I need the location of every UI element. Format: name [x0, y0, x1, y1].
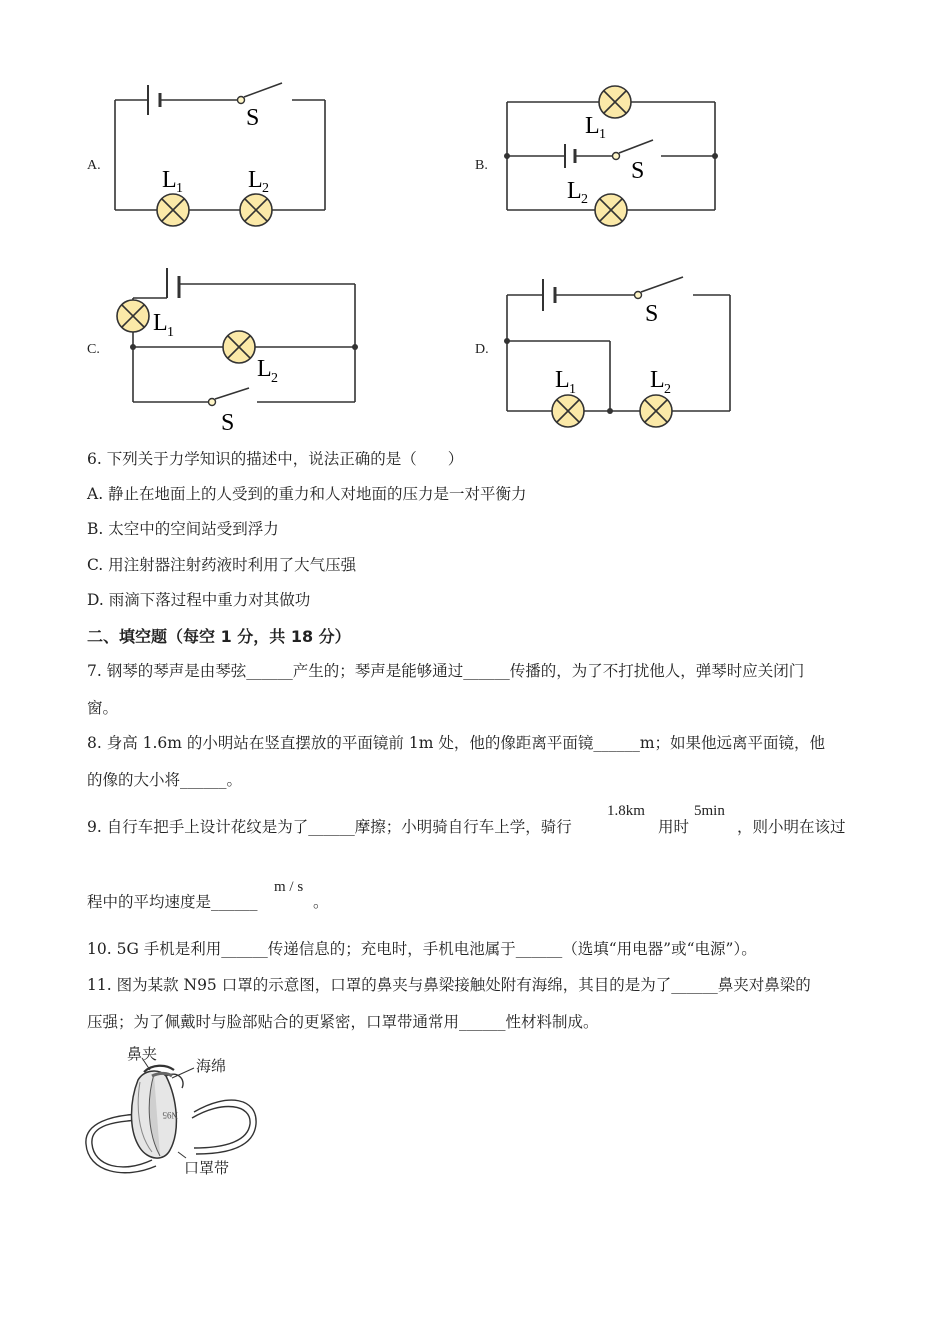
n95-mask-figure [82, 1040, 262, 1180]
question-8-line-2: 的像的大小将______。 [87, 771, 243, 789]
lamp-l2-label: L [650, 367, 665, 393]
lamp-l2-subscript: 2 [581, 192, 588, 207]
lamp-l2-subscript: 2 [664, 382, 671, 397]
lamp-l1-subscript: 1 [599, 127, 606, 142]
label-strap: 口罩带 [184, 1159, 230, 1177]
lamp-l2-subscript: 2 [262, 181, 269, 196]
lamp-l2-icon [595, 194, 627, 226]
lamp-l2-icon [640, 395, 672, 427]
circuit-diagram-c [105, 262, 370, 437]
lamp-l1-icon [599, 86, 631, 118]
question-7-line-2: 窗。 [87, 699, 119, 717]
switch-label: S [246, 105, 260, 131]
question-6-option-b: B. 太空中的空间站受到浮力 [87, 520, 279, 538]
switch-label: S [631, 158, 645, 184]
option-label-d: D. [475, 342, 489, 357]
section-heading: 二、填空题（每空 1 分，共 18 分） [87, 627, 351, 646]
lamp-l1-label: L [585, 113, 600, 139]
option-label-c: C. [87, 342, 100, 357]
question-9-end: 。 [313, 893, 329, 911]
question-11-line-2: 压强；为了佩戴时与脸部贴合的更紧密，口罩带通常用______性材料制成。 [87, 1013, 599, 1031]
question-6-option-a: A. 静止在地面上的人受到的重力和人对地面的压力是一对平衡力 [87, 485, 527, 503]
circuit-diagram-a [100, 75, 340, 235]
question-9-distance: 1.8km [607, 803, 645, 819]
lamp-l2-icon [223, 331, 255, 363]
lamp-l1-subscript: 1 [176, 181, 183, 196]
question-9-part-2: 用时 [658, 818, 690, 836]
lamp-l2-label: L [257, 356, 272, 382]
lamp-l1-icon [117, 300, 149, 332]
question-11-line-1: 11. 图为某款 N95 口罩的示意图，口罩的鼻夹与鼻梁接触处附有海绵，其目的是为了______鼻夹对鼻梁的 [87, 976, 811, 994]
question-9-unit: m / s [274, 879, 304, 895]
lamp-l1-label: L [153, 310, 168, 336]
lamp-l2-label: L [567, 178, 582, 204]
switch-label: S [645, 301, 659, 327]
lamp-l1-label: L [162, 167, 177, 193]
lamp-l1-subscript: 1 [167, 325, 174, 340]
lamp-l1-icon [552, 395, 584, 427]
option-label-b: B. [475, 158, 488, 173]
question-9-part-3: ，则小明在该过 [737, 818, 846, 836]
question-6-option-d: D. 雨滴下落过程中重力对其做功 [87, 591, 311, 609]
lamp-l2-icon [240, 194, 272, 226]
question-8-line-1: 8. 身高 1.6m 的小明站在竖直摆放的平面镜前 1m 处，他的像距离平面镜______m；如果他远离平面镜，他 [87, 734, 826, 752]
question-6-option-c: C. 用注射器注射药液时利用了大气压强 [87, 556, 357, 574]
question-9-part-1: 9. 自行车把手上设计花纹是为了______摩擦；小明骑自行车上学，骑行 [87, 818, 572, 836]
circuit-diagram-d [495, 265, 740, 435]
lamp-l2-label: L [248, 167, 263, 193]
lamp-l2-subscript: 2 [271, 371, 278, 386]
lamp-l1-label: L [555, 367, 570, 393]
circuit-diagram-b [495, 80, 725, 230]
question-6-stem: 6. 下列关于力学知识的描述中，说法正确的是（ ） [87, 450, 464, 468]
question-9-line-2: 程中的平均速度是______ [87, 893, 258, 911]
mask-print: N95 [162, 1110, 178, 1120]
question-9-time: 5min [694, 803, 725, 819]
question-7-line-1: 7. 钢琴的琴声是由琴弦______产生的；琴声是能够通过______传播的，为了不打扰他人，弹琴时应关闭门 [87, 662, 805, 680]
option-label-a: A. [87, 158, 101, 173]
label-sponge: 海绵 [196, 1057, 227, 1075]
lamp-l1-subscript: 1 [569, 382, 576, 397]
question-10-line-1: 10. 5G 手机是利用______传递信息的；充电时，手机电池属于______（选填“用电器”或“电源”）。 [87, 940, 757, 958]
switch-label: S [221, 410, 235, 436]
lamp-l1-icon [157, 194, 189, 226]
label-nose-clip: 鼻夹 [127, 1045, 158, 1063]
